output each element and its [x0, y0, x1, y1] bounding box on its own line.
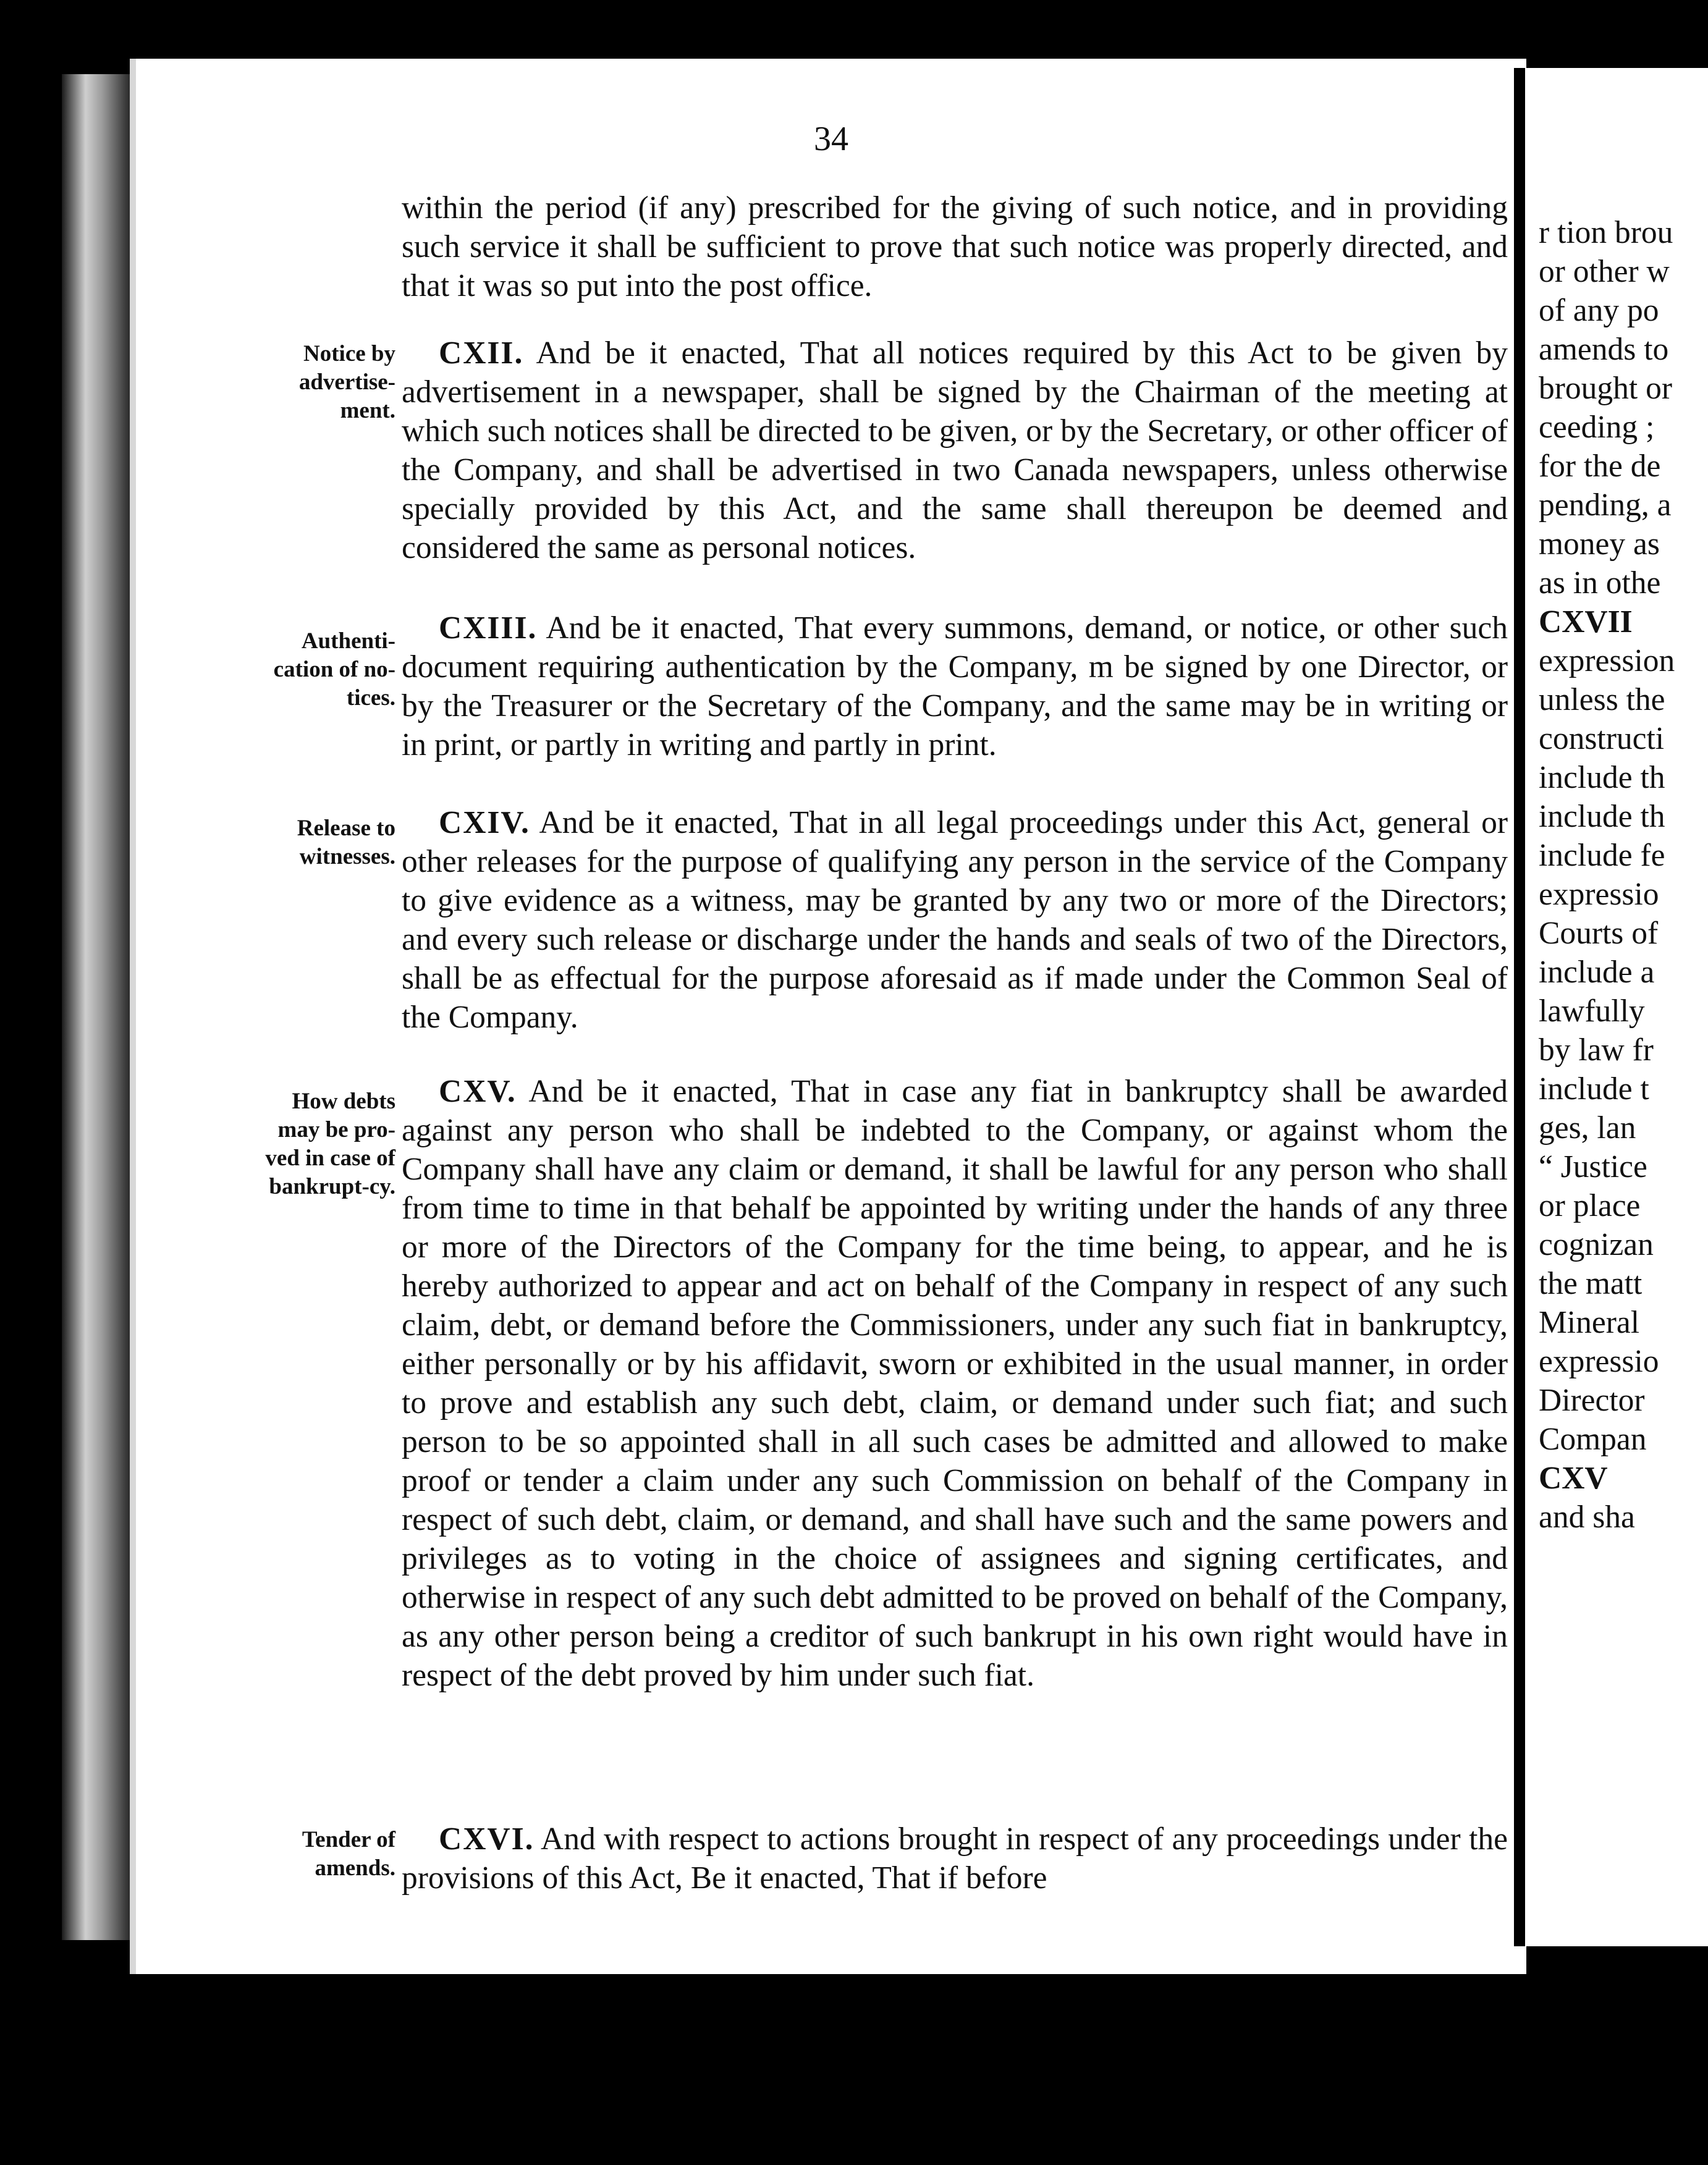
fragment-line: Director	[1539, 1383, 1645, 1418]
fragment-line: or place	[1539, 1188, 1641, 1223]
section-text: And be it enacted, That in all legal proceedings under this Act, general or other releases for the purpose of qualifying any person in the service of the Company to give evidence as a witness, may be granted by any two or more of the Directors; and every such release or discharge under the hands and seals of two of the Directors, shall be as effectual for the purpose aforesaid as if made under the Common Seal of the Company.	[402, 805, 1508, 1035]
section-cxiii	[402, 609, 1508, 764]
fragment-line: cognizan	[1539, 1227, 1654, 1262]
fragment-line: Courts of	[1539, 916, 1659, 951]
section-cxiv	[402, 803, 1508, 1037]
fragment-line: by law fr	[1539, 1032, 1654, 1068]
section-number: CXIV.	[439, 805, 530, 840]
fragment-line: Compan	[1539, 1422, 1647, 1457]
margin-note-authentication-of-notices: Authenti-cation of no-tices.	[273, 628, 395, 711]
section-number: CXII.	[439, 336, 524, 371]
fragment-line: amends to	[1539, 332, 1669, 367]
fragment-line: expressio	[1539, 1344, 1659, 1379]
fragment-line: money as	[1539, 526, 1660, 562]
section-number: CXVI.	[439, 1821, 535, 1857]
section-number: CXV.	[439, 1074, 517, 1109]
fragment-line: ceeding ;	[1539, 410, 1655, 445]
paragraph-text: within the period (if any) prescribed for the giving of such notice, and in providing such service it shall be sufficient to prove that such notice was properly directed, and that it was so put into the post office.	[402, 190, 1508, 303]
margin-note-release-to-witnesses: Release to witnesses.	[297, 816, 395, 869]
section-cxvi-paragraph	[402, 1820, 1508, 1897]
section-number: CXIII.	[439, 610, 538, 646]
fragment-line: expression	[1539, 643, 1675, 678]
fragment-line: of any po	[1539, 293, 1659, 328]
section-text: And be it enacted, That every summons, demand, or notice, or other such document requiring authentication by the Company, m be signed by one Director, or by the Treasurer or the Secretary of the Company, and the same may be in writing or in print, or partly in writing and partly in print.	[402, 610, 1508, 762]
fragment-line: for the de	[1539, 449, 1661, 484]
margin-note-tender-of-amends: Tender of amends.	[302, 1827, 395, 1881]
section-text: And with respect to actions brought in respect of any proceedings under the provisions of this Act, Be it enacted, That if before	[402, 1821, 1508, 1896]
section-cxv	[402, 1072, 1508, 1695]
margin-note-notice-by-advertisement: Notice by advertise-ment.	[298, 341, 395, 423]
fragment-line: brought or	[1539, 371, 1672, 406]
adjacent-page-fragment	[1514, 68, 1708, 1946]
section-text: And be it enacted, That in case any fiat in bankruptcy shall be awarded against any person who shall be indebted to the Company, or against whom the Company shall have any claim or demand, it shall be lawful for any person who shall from time to time in that behalf be appointed by writing under the hands of any three or more of the Directors of the Company for the time being, to appear, and he is hereby authorized to appear and act on behalf of the Company in respect of any such claim, debt, or demand before the Commissioners, under any such fiat in bankruptcy, either personally or by his affidavit, sworn or exhibited in the usual manner, in order to prove and establish any such debt, claim, or demand under such fiat; and such person to be so appointed shall in all such cases be admitted and allowed to make proof or tender a claim under any such Commission on behalf of the Company in respect of such debt, claim, or demand, and shall have such and the same powers and privileges as to voting in the choice of assignees and signing certificates, and otherwise in respect of any such debt admitted to be proved on behalf of the Company, as any other person being a creditor of such bankrupt in his own right would have in respect of the debt proved by him under such fiat.	[402, 1074, 1508, 1693]
book-binding-edge	[62, 74, 130, 1940]
fragment-line: include fe	[1539, 838, 1665, 873]
section-cxiii-paragraph	[402, 609, 1508, 764]
fragment-line: “ Justice	[1539, 1149, 1647, 1184]
fragment-line: include th	[1539, 760, 1665, 795]
fragment-line: include a	[1539, 955, 1655, 990]
paragraph-continuation	[402, 188, 1508, 305]
section-cxvi	[402, 1820, 1508, 1897]
fragment-line: include th	[1539, 799, 1665, 834]
adjacent-page-text	[1539, 213, 1708, 1537]
section-cxiv-paragraph	[402, 803, 1508, 1037]
fragment-line: CXV	[1539, 1461, 1608, 1496]
margin-note-how-debts-may-be-proved: How debts may be pro-ved in case of bankrupt-cy.	[265, 1089, 395, 1199]
fragment-line: expressio	[1539, 877, 1659, 912]
fragment-line: the matt	[1539, 1266, 1642, 1301]
fragment-line: or other w	[1539, 254, 1670, 289]
fragment-line: and sha	[1539, 1500, 1635, 1535]
fragment-line: unless the	[1539, 682, 1665, 717]
section-text: And be it enacted, That all notices required by this Act to be given by advertisement in a newspaper, shall be signed by the Chairman of the meeting at which such notices shall be directed to be given, or by the Secretary, or other officer of the Company, and shall be advertised in two Canada newspapers, unless otherwise specially provided by this Act, and the same shall thereupon be deemed and considered the same as personal notices.	[402, 336, 1508, 565]
section-cxii	[402, 334, 1508, 567]
book-page-34	[130, 59, 1526, 1974]
page-number: 34	[814, 120, 848, 158]
fragment-line: CXVII	[1539, 604, 1633, 639]
fragment-line: r tion brou	[1539, 215, 1673, 250]
fragment-line: pending, a	[1539, 487, 1672, 523]
fragment-line: constructi	[1539, 721, 1665, 756]
fragment-line: Mineral	[1539, 1305, 1640, 1340]
fragment-line: ges, lan	[1539, 1110, 1636, 1146]
section-cxii-paragraph	[402, 334, 1508, 567]
fragment-line: include t	[1539, 1071, 1649, 1107]
fragment-line: lawfully	[1539, 994, 1645, 1029]
fragment-line: as in othe	[1539, 565, 1661, 601]
section-cxv-paragraph	[402, 1072, 1508, 1695]
